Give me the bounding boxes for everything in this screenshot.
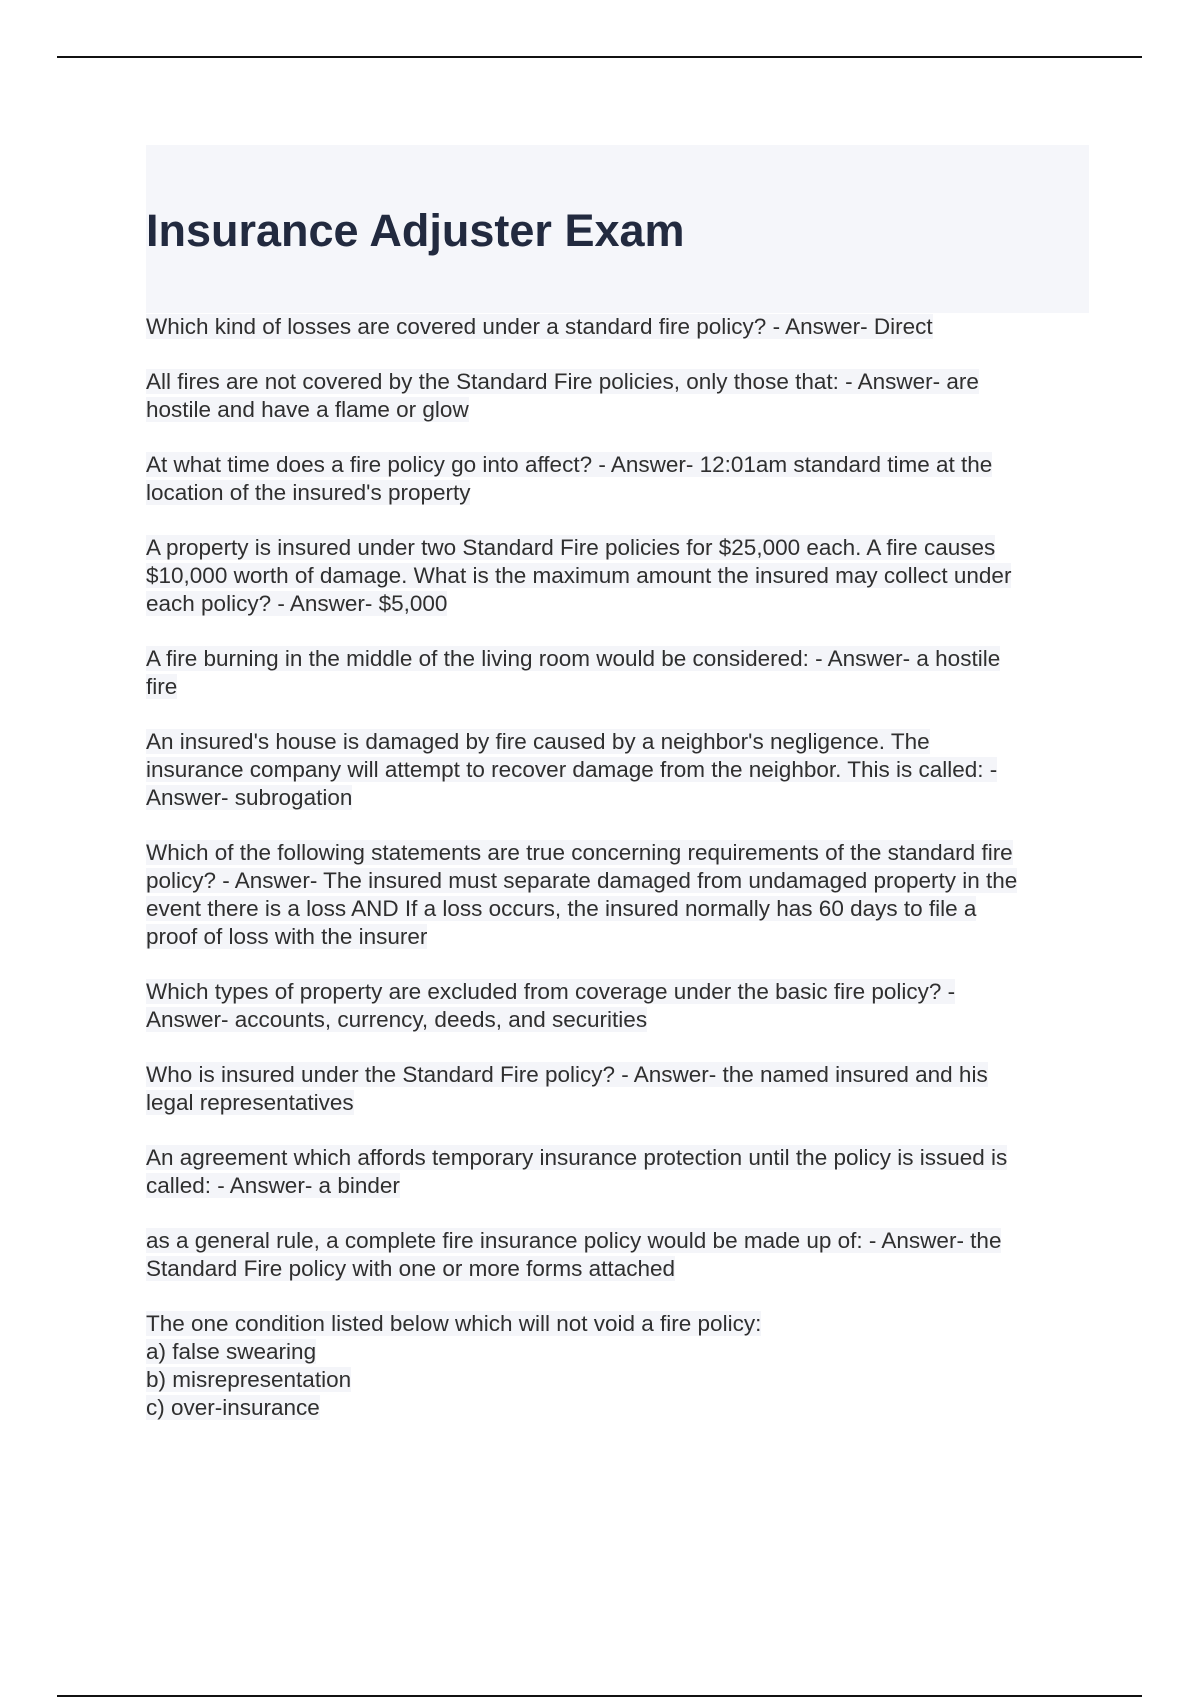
qa-item-1: Which kind of losses are covered under a standard fire policy? - Answer- Direct bbox=[146, 314, 933, 339]
bottom-rule bbox=[57, 1695, 1142, 1697]
top-rule bbox=[57, 56, 1142, 58]
qa-item-5: A fire burning in the middle of the living room would be considered: - Answer- a hostile fire bbox=[146, 646, 1001, 699]
qa-item-9: Who is insured under the Standard Fire policy? - Answer- the named insured and his legal representatives bbox=[146, 1062, 988, 1115]
qa-item-12: The one condition listed below which will not void a fire policy: a) false swearing b) misrepresentation c) over-insurance bbox=[146, 1311, 762, 1420]
qa-item-2: All fires are not covered by the Standard Fire policies, only those that: - Answer- are hostile and have a flame or glow bbox=[146, 369, 979, 422]
qa-list bbox=[146, 313, 1096, 1449]
qa-item-6: An insured's house is damaged by fire caused by a neighbor's negligence. The insurance company will attempt to recover damage from the neighbor. This is called: - Answer- subrogation bbox=[146, 729, 998, 810]
qa-item-3: At what time does a fire policy go into affect? - Answer- 12:01am standard time at the location of the insured's property bbox=[146, 452, 993, 505]
qa-item-7: Which of the following statements are true concerning requirements of the standard fire policy? - Answer- The insured must separate damaged from undamaged property in the event there is a loss AND If a loss occurs, the insured normally has 60 days to file a proof of loss with the insurer bbox=[146, 840, 1018, 949]
qa-item-10: An agreement which affords temporary insurance protection until the policy is issued is called: - Answer- a binder bbox=[146, 1145, 1008, 1198]
qa-item-8: Which types of property are excluded from coverage under the basic fire policy? - Answer- accounts, currency, deeds, and securities bbox=[146, 979, 956, 1032]
page-title: Insurance Adjuster Exam bbox=[146, 205, 685, 256]
qa-item-11: as a general rule, a complete fire insurance policy would be made up of: - Answer- the Standard Fire policy with one or more forms attached bbox=[146, 1228, 1002, 1281]
qa-item-4: A property is insured under two Standard Fire policies for $25,000 each. A fire causes $10,000 worth of damage. What is the maximum amount the insured may collect under each policy? - Answer- $5,000 bbox=[146, 535, 1012, 616]
